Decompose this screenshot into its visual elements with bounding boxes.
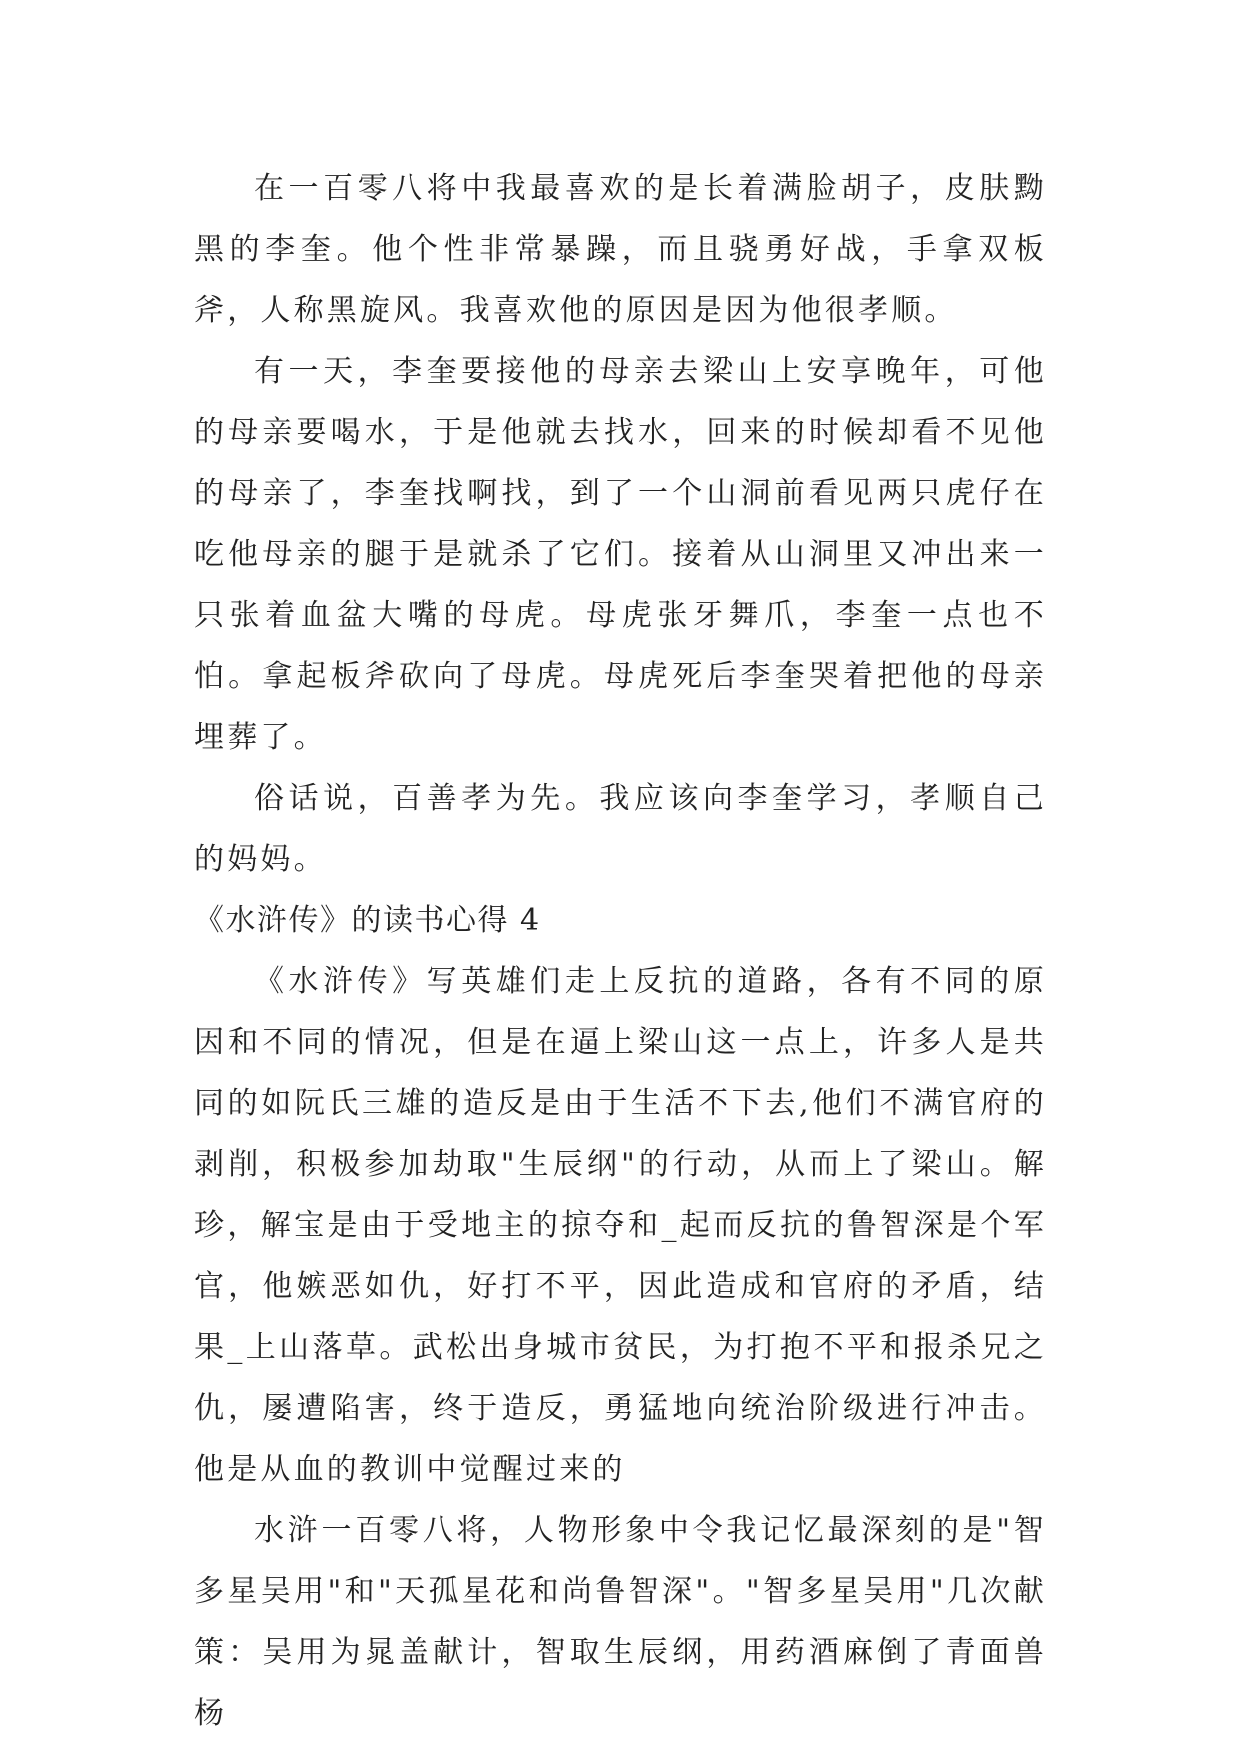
paragraph-li-kui-story: 有一天，李奎要接他的母亲去梁山上安享晚年，可他的母亲要喝水，于是他就去找水，回来的时候却看不见他的母亲了，李奎找啊找，到了一个山洞前看见两只虎仔在吃他母亲的腿于是就杀了它们。接着从山洞里又冲出来一只张着血盆大嘴的母虎。母虎张牙舞爪，李奎一点也不怕。拿起板斧砍向了母虎。母虎死后李奎哭着把他的母亲埋葬了。 [194, 354, 1047, 755]
section-heading: 《水浒传》的读书心得 4 [194, 903, 541, 938]
paragraph-li-kui-intro: 在一百零八将中我最喜欢的是长着满脸胡子，皮肤黝黑的李奎。他个性非常暴躁，而且骁勇好战，手拿双板斧，人称黑旋风。我喜欢他的原因是因为他很孝顺。 [194, 171, 1047, 328]
paragraph-filial-piety: 俗话说，百善孝为先。我应该向李奎学习，孝顺自己的妈妈。 [194, 781, 1047, 877]
paragraph-wu-yong: 水浒一百零八将，人物形象中令我记忆最深刻的是"智多星吴用"和"天孤星花和尚鲁智深"。"智多星吴用"几次献策：吴用为晁盖献计，智取生辰纲，用药酒麻倒了青面兽杨 [194, 1513, 1047, 1731]
paragraph-rebellion-reasons: 《水浒传》写英雄们走上反抗的道路，各有不同的原因和不同的情况，但是在逼上梁山这一点上，许多人是共同的如阮氏三雄的造反是由于生活不下去,他们不满官府的剥削，积极参加劫取"生辰纲"的行动，从而上了梁山。解珍，解宝是由于受地主的掠夺和_起而反抗的鲁智深是个军官，他嫉恶如仇，好打不平，因此造成和官府的矛盾，结果_上山落草。武松出身城市贫民，为打抱不平和报杀兄之仇，屡遭陷害，终于造反，勇猛地向统治阶级进行冲击。他是从血的教训中觉醒过来的 [194, 964, 1047, 1487]
document-body [194, 158, 1047, 1744]
